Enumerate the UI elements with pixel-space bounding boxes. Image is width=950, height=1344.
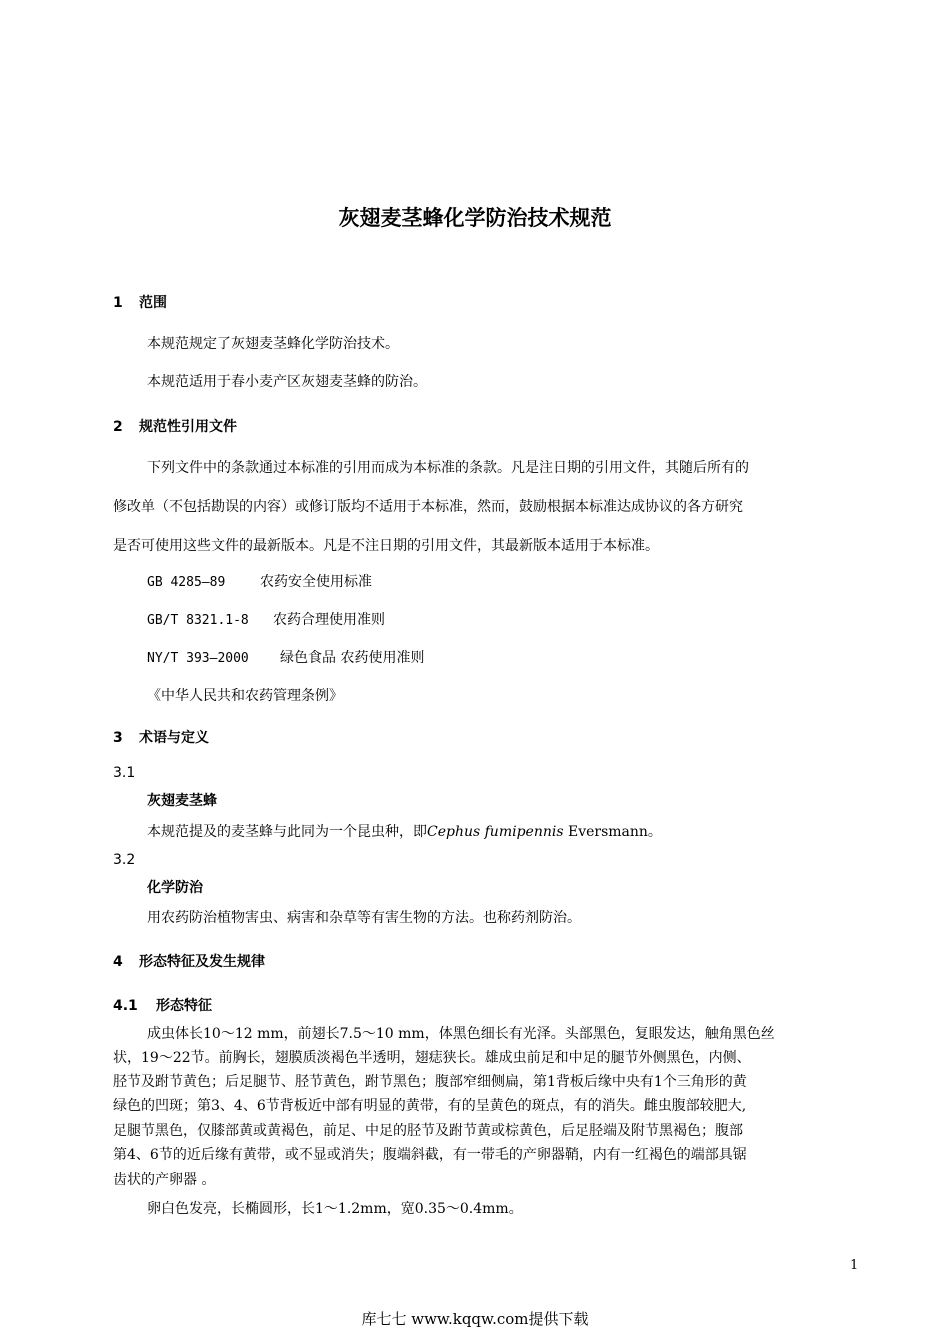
scope-paragraph-2: 本规范适用于春小麦产区灰翅麦茎蜂的防治。 <box>147 374 427 390</box>
term-1-definition-text: 本规范提及的麦茎蜂与此同为一个昆虫种，即 <box>147 824 427 840</box>
term-1-name: 灰翅麦茎蜂 <box>147 793 217 809</box>
section-3-heading <box>113 727 209 747</box>
reference-item <box>147 571 372 591</box>
section-4-title: 形态特征及发生规律 <box>139 954 265 970</box>
reference-item <box>147 609 385 629</box>
subsection-4-1-number: 4.1 <box>113 998 138 1014</box>
section-2-title: 规范性引用文件 <box>139 419 237 435</box>
morphology-line: 成虫体长10～12 mm，前翅长7.5～10 mm，体黑色细长有光泽。头部黑色，复眼发达，触角黑色丝 <box>147 1026 775 1042</box>
section-2-number: 2 <box>113 419 123 435</box>
latin-name: Cephus fumipennis <box>427 824 564 840</box>
reference-code: GB 4285—89 <box>147 575 226 590</box>
subsection-4-1-heading <box>113 995 212 1015</box>
morphology-line: 足腿节黑色，仅膝部黄或黄褐色，前足、中足的胫节及跗节黄或棕黄色，后足胫端及附节黑褐色；腹部 <box>113 1123 743 1139</box>
reference-code: GB/T 8321.1-8 <box>147 613 249 628</box>
section-1-heading <box>113 292 167 312</box>
page-title: 灰翅麦茎蜂化学防治技术规范 <box>338 206 612 230</box>
morphology-line: 第4、6节的近后缘有黄带，或不显或消失；腹端斜截，有一带毛的产卵器鞘，内有一红褐色的端部具锯 <box>113 1147 747 1163</box>
term-2-number: 3.2 <box>113 852 136 868</box>
reference-code: NY/T 393—2000 <box>147 651 249 666</box>
page-number: 1 <box>850 1258 859 1273</box>
egg-description: 卵白色发亮，长椭圆形，长1～1.2mm，宽0.35～0.4mm。 <box>147 1201 523 1217</box>
term-1-author: Eversmann。 <box>563 824 662 840</box>
scope-paragraph-1: 本规范规定了灰翅麦茎蜂化学防治技术。 <box>147 336 399 352</box>
section-1-title: 范围 <box>139 295 167 311</box>
section-1-number: 1 <box>113 295 123 311</box>
reference-item <box>147 647 424 667</box>
term-1-definition <box>147 821 662 841</box>
morphology-line: 齿状的产卵器 。 <box>113 1172 216 1188</box>
references-line-2: 修改单（不包括勘误的内容）或修订版均不适用于本标准，然而，鼓励根据本标准达成协议的各方研究 <box>113 499 743 515</box>
section-2-heading <box>113 416 237 436</box>
references-line-3: 是否可使用这些文件的最新版本。凡是不注日期的引用文件，其最新版本适用于本标准。 <box>113 538 659 554</box>
section-3-number: 3 <box>113 730 123 746</box>
morphology-line: 胫节及跗节黄色；后足腿节、胫节黄色，跗节黑色；腹部窄细侧扁，第1背板后缘中央有1个三角形的黄 <box>113 1074 747 1090</box>
reference-name: 农药安全使用标准 <box>260 574 372 590</box>
section-4-heading <box>113 951 265 971</box>
section-3-title: 术语与定义 <box>139 730 209 746</box>
section-4-number: 4 <box>113 954 123 970</box>
subsection-4-1-title: 形态特征 <box>156 998 212 1014</box>
references-line-1: 下列文件中的条款通过本标准的引用而成为本标准的条款。凡是注日期的引用文件，其随后所有的 <box>147 460 749 476</box>
morphology-line: 绿色的凹斑；第3、4、6节背板近中部有明显的黄带，有的呈黄色的斑点，有的消失。雌虫腹部较肥大, <box>113 1098 747 1114</box>
reference-name: 绿色食品 农药使用准则 <box>280 650 425 666</box>
download-footer: 库七七 www.kqqw.com提供下载 <box>361 1310 589 1328</box>
term-2-definition: 用农药防治植物害虫、病害和杂草等有害生物的方法。也称药剂防治。 <box>147 910 581 926</box>
reference-name: 农药合理使用准则 <box>273 612 385 628</box>
term-1-number: 3.1 <box>113 765 136 781</box>
term-2-name: 化学防治 <box>147 880 203 896</box>
reference-regulation: 《中华人民共和农药管理条例》 <box>147 688 343 704</box>
morphology-line: 状，19～22节。前胸长，翅膜质淡褐色半透明，翅痣狭长。雄成虫前足和中足的腿节外侧黑色，内侧、 <box>113 1050 751 1066</box>
